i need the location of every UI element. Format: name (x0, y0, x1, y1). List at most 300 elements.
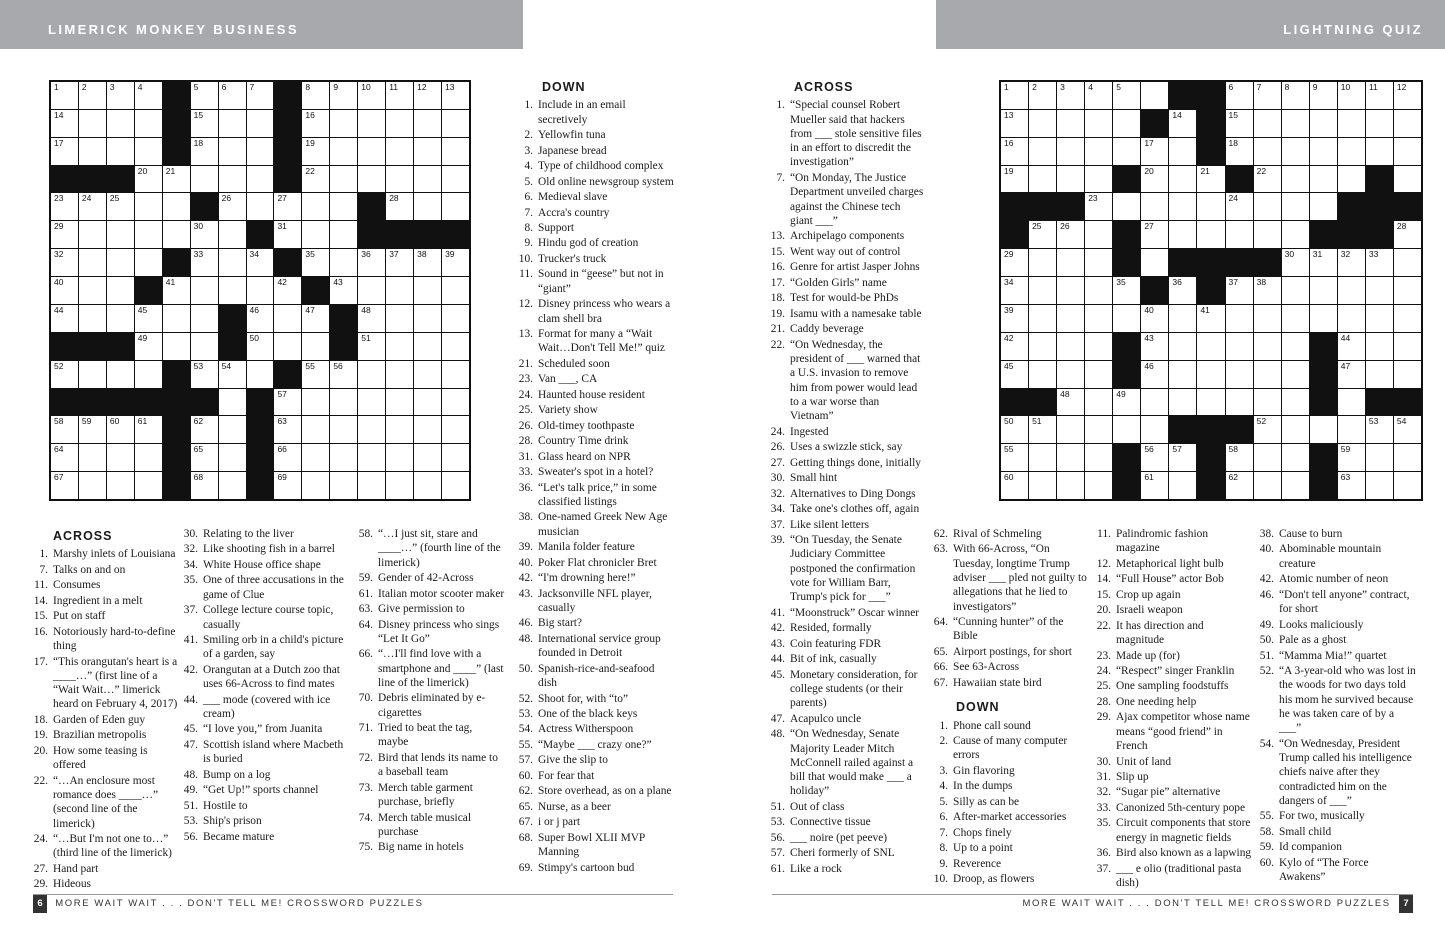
grid-cell[interactable] (442, 361, 469, 388)
grid-cell[interactable] (51, 472, 78, 499)
grid-cell[interactable] (163, 166, 190, 193)
grid-cell[interactable] (442, 416, 469, 443)
grid-cell[interactable] (79, 82, 106, 109)
grid-cell[interactable] (1366, 249, 1393, 276)
grid-cell[interactable] (330, 416, 357, 443)
grid-cell[interactable] (358, 416, 385, 443)
grid-cell[interactable] (1085, 110, 1112, 137)
grid-cell[interactable] (1141, 82, 1168, 109)
grid-cell[interactable] (414, 138, 441, 165)
grid-cell[interactable] (302, 166, 329, 193)
grid-cell[interactable] (191, 138, 218, 165)
grid-cell[interactable] (1029, 472, 1056, 499)
grid-cell[interactable] (79, 110, 106, 137)
grid-cell[interactable] (107, 277, 134, 304)
grid-cell[interactable] (163, 333, 190, 360)
grid-cell[interactable] (414, 361, 441, 388)
grid-cell[interactable] (51, 444, 78, 471)
grid-cell[interactable] (1169, 277, 1196, 304)
grid-cell[interactable] (1057, 110, 1084, 137)
grid-cell[interactable] (219, 249, 246, 276)
grid-cell[interactable] (51, 305, 78, 332)
grid-cell[interactable] (1085, 389, 1112, 416)
grid-cell[interactable] (135, 138, 162, 165)
grid-cell[interactable] (1085, 416, 1112, 443)
grid-cell[interactable] (1338, 389, 1365, 416)
crossword-grid-left[interactable] (49, 80, 471, 501)
grid-cell[interactable] (191, 361, 218, 388)
grid-cell[interactable] (135, 110, 162, 137)
grid-cell[interactable] (1366, 138, 1393, 165)
grid-cell[interactable] (1226, 82, 1253, 109)
grid-cell[interactable] (442, 472, 469, 499)
grid-cell[interactable] (1001, 333, 1028, 360)
grid-cell[interactable] (219, 82, 246, 109)
grid-cell[interactable] (247, 333, 274, 360)
grid-cell[interactable] (1226, 444, 1253, 471)
grid-cell[interactable] (1169, 389, 1196, 416)
grid-cell[interactable] (1226, 193, 1253, 220)
grid-cell[interactable] (1141, 333, 1168, 360)
grid-cell[interactable] (1394, 221, 1421, 248)
grid-cell[interactable] (1338, 416, 1365, 443)
grid-cell[interactable] (386, 444, 413, 471)
grid-cell[interactable] (1310, 193, 1337, 220)
grid-cell[interactable] (1085, 138, 1112, 165)
grid-cell[interactable] (1338, 444, 1365, 471)
grid-cell[interactable] (247, 361, 274, 388)
grid-cell[interactable] (1001, 277, 1028, 304)
grid-cell[interactable] (442, 193, 469, 220)
grid-cell[interactable] (1366, 361, 1393, 388)
grid-cell[interactable] (1001, 472, 1028, 499)
grid-cell[interactable] (330, 166, 357, 193)
grid-cell[interactable] (274, 221, 301, 248)
grid-cell[interactable] (386, 277, 413, 304)
grid-cell[interactable] (135, 444, 162, 471)
grid-cell[interactable] (302, 472, 329, 499)
grid-cell[interactable] (330, 193, 357, 220)
grid-cell[interactable] (1394, 444, 1421, 471)
grid-cell[interactable] (1085, 166, 1112, 193)
grid-cell[interactable] (1169, 193, 1196, 220)
grid-cell[interactable] (330, 472, 357, 499)
grid-cell[interactable] (1141, 138, 1168, 165)
grid-cell[interactable] (1057, 416, 1084, 443)
grid-cell[interactable] (386, 166, 413, 193)
grid-cell[interactable] (191, 416, 218, 443)
grid-cell[interactable] (1366, 472, 1393, 499)
grid-cell[interactable] (1254, 333, 1281, 360)
grid-cell[interactable] (1338, 249, 1365, 276)
grid-cell[interactable] (1001, 305, 1028, 332)
grid-cell[interactable] (1057, 277, 1084, 304)
grid-cell[interactable] (247, 277, 274, 304)
grid-cell[interactable] (302, 444, 329, 471)
grid-cell[interactable] (1029, 416, 1056, 443)
grid-cell[interactable] (191, 333, 218, 360)
grid-cell[interactable] (302, 221, 329, 248)
grid-cell[interactable] (442, 277, 469, 304)
grid-cell[interactable] (219, 110, 246, 137)
grid-cell[interactable] (1141, 305, 1168, 332)
grid-cell[interactable] (79, 305, 106, 332)
grid-cell[interactable] (1169, 138, 1196, 165)
grid-cell[interactable] (1001, 416, 1028, 443)
grid-cell[interactable] (1254, 444, 1281, 471)
grid-cell[interactable] (107, 221, 134, 248)
grid-cell[interactable] (386, 82, 413, 109)
grid-cell[interactable] (414, 472, 441, 499)
grid-cell[interactable] (1338, 305, 1365, 332)
grid-cell[interactable] (330, 361, 357, 388)
grid-cell[interactable] (1226, 361, 1253, 388)
grid-cell[interactable] (1169, 305, 1196, 332)
grid-cell[interactable] (163, 305, 190, 332)
grid-cell[interactable] (1282, 361, 1309, 388)
grid-cell[interactable] (386, 138, 413, 165)
grid-cell[interactable] (135, 166, 162, 193)
grid-cell[interactable] (1001, 138, 1028, 165)
grid-cell[interactable] (1254, 305, 1281, 332)
grid-cell[interactable] (219, 444, 246, 471)
grid-cell[interactable] (1197, 221, 1224, 248)
grid-cell[interactable] (274, 277, 301, 304)
crossword-grid-right[interactable] (999, 80, 1423, 501)
grid-cell[interactable] (1113, 389, 1140, 416)
grid-cell[interactable] (1282, 82, 1309, 109)
grid-cell[interactable] (219, 416, 246, 443)
grid-cell[interactable] (1085, 361, 1112, 388)
grid-cell[interactable] (442, 82, 469, 109)
grid-cell[interactable] (135, 333, 162, 360)
grid-cell[interactable] (1113, 82, 1140, 109)
grid-cell[interactable] (1113, 416, 1140, 443)
grid-cell[interactable] (1141, 221, 1168, 248)
grid-cell[interactable] (302, 305, 329, 332)
grid-cell[interactable] (414, 389, 441, 416)
grid-cell[interactable] (302, 193, 329, 220)
grid-cell[interactable] (1169, 472, 1196, 499)
grid-cell[interactable] (247, 193, 274, 220)
grid-cell[interactable] (1113, 305, 1140, 332)
grid-cell[interactable] (1226, 333, 1253, 360)
grid-cell[interactable] (247, 82, 274, 109)
grid-cell[interactable] (358, 472, 385, 499)
grid-cell[interactable] (1085, 305, 1112, 332)
grid-cell[interactable] (386, 193, 413, 220)
grid-cell[interactable] (1254, 138, 1281, 165)
grid-cell[interactable] (191, 221, 218, 248)
grid-cell[interactable] (219, 221, 246, 248)
grid-cell[interactable] (414, 277, 441, 304)
grid-cell[interactable] (1310, 249, 1337, 276)
grid-cell[interactable] (386, 249, 413, 276)
grid-cell[interactable] (1085, 444, 1112, 471)
grid-cell[interactable] (191, 110, 218, 137)
grid-cell[interactable] (414, 416, 441, 443)
grid-cell[interactable] (1029, 110, 1056, 137)
grid-cell[interactable] (386, 389, 413, 416)
grid-cell[interactable] (302, 82, 329, 109)
grid-cell[interactable] (1338, 333, 1365, 360)
grid-cell[interactable] (191, 305, 218, 332)
grid-cell[interactable] (274, 333, 301, 360)
grid-cell[interactable] (1197, 361, 1224, 388)
grid-cell[interactable] (1057, 221, 1084, 248)
grid-cell[interactable] (302, 110, 329, 137)
grid-cell[interactable] (1254, 472, 1281, 499)
grid-cell[interactable] (414, 193, 441, 220)
grid-cell[interactable] (442, 249, 469, 276)
grid-cell[interactable] (1394, 110, 1421, 137)
grid-cell[interactable] (1282, 444, 1309, 471)
grid-cell[interactable] (1029, 277, 1056, 304)
grid-cell[interactable] (1169, 166, 1196, 193)
grid-cell[interactable] (1338, 166, 1365, 193)
grid-cell[interactable] (1282, 138, 1309, 165)
grid-cell[interactable] (107, 82, 134, 109)
grid-cell[interactable] (1394, 82, 1421, 109)
grid-cell[interactable] (107, 305, 134, 332)
grid-cell[interactable] (414, 82, 441, 109)
grid-cell[interactable] (51, 416, 78, 443)
grid-cell[interactable] (386, 416, 413, 443)
grid-cell[interactable] (1085, 277, 1112, 304)
grid-cell[interactable] (1338, 138, 1365, 165)
grid-cell[interactable] (107, 361, 134, 388)
grid-cell[interactable] (247, 110, 274, 137)
grid-cell[interactable] (51, 193, 78, 220)
grid-cell[interactable] (358, 444, 385, 471)
grid-cell[interactable] (274, 193, 301, 220)
grid-cell[interactable] (1394, 333, 1421, 360)
grid-cell[interactable] (107, 416, 134, 443)
grid-cell[interactable] (1029, 82, 1056, 109)
grid-cell[interactable] (79, 472, 106, 499)
grid-cell[interactable] (1226, 110, 1253, 137)
grid-cell[interactable] (1310, 277, 1337, 304)
grid-cell[interactable] (191, 277, 218, 304)
grid-cell[interactable] (1029, 249, 1056, 276)
grid-cell[interactable] (1001, 166, 1028, 193)
grid-cell[interactable] (247, 138, 274, 165)
grid-cell[interactable] (442, 138, 469, 165)
grid-cell[interactable] (1057, 361, 1084, 388)
grid-cell[interactable] (1282, 416, 1309, 443)
grid-cell[interactable] (302, 389, 329, 416)
grid-cell[interactable] (219, 277, 246, 304)
grid-cell[interactable] (79, 416, 106, 443)
grid-cell[interactable] (219, 389, 246, 416)
grid-cell[interactable] (51, 277, 78, 304)
grid-cell[interactable] (1169, 361, 1196, 388)
grid-cell[interactable] (79, 444, 106, 471)
grid-cell[interactable] (1001, 249, 1028, 276)
grid-cell[interactable] (1029, 361, 1056, 388)
grid-cell[interactable] (1254, 193, 1281, 220)
grid-cell[interactable] (1366, 305, 1393, 332)
grid-cell[interactable] (1366, 277, 1393, 304)
grid-cell[interactable] (247, 305, 274, 332)
grid-cell[interactable] (358, 249, 385, 276)
grid-cell[interactable] (1057, 444, 1084, 471)
grid-cell[interactable] (1366, 333, 1393, 360)
grid-cell[interactable] (247, 249, 274, 276)
grid-cell[interactable] (1029, 138, 1056, 165)
grid-cell[interactable] (414, 110, 441, 137)
grid-cell[interactable] (358, 138, 385, 165)
grid-cell[interactable] (1197, 389, 1224, 416)
grid-cell[interactable] (1113, 138, 1140, 165)
grid-cell[interactable] (414, 333, 441, 360)
grid-cell[interactable] (191, 472, 218, 499)
grid-cell[interactable] (135, 416, 162, 443)
grid-cell[interactable] (414, 305, 441, 332)
grid-cell[interactable] (1282, 277, 1309, 304)
grid-cell[interactable] (358, 82, 385, 109)
grid-cell[interactable] (414, 444, 441, 471)
grid-cell[interactable] (1001, 82, 1028, 109)
grid-cell[interactable] (414, 166, 441, 193)
grid-cell[interactable] (1282, 221, 1309, 248)
grid-cell[interactable] (1254, 166, 1281, 193)
grid-cell[interactable] (1282, 305, 1309, 332)
grid-cell[interactable] (386, 110, 413, 137)
grid-cell[interactable] (1226, 221, 1253, 248)
grid-cell[interactable] (1113, 193, 1140, 220)
grid-cell[interactable] (79, 361, 106, 388)
grid-cell[interactable] (302, 333, 329, 360)
grid-cell[interactable] (51, 361, 78, 388)
grid-cell[interactable] (135, 221, 162, 248)
grid-cell[interactable] (135, 361, 162, 388)
grid-cell[interactable] (107, 110, 134, 137)
grid-cell[interactable] (358, 333, 385, 360)
grid-cell[interactable] (414, 249, 441, 276)
grid-cell[interactable] (191, 82, 218, 109)
grid-cell[interactable] (135, 193, 162, 220)
grid-cell[interactable] (1338, 472, 1365, 499)
grid-cell[interactable] (1226, 389, 1253, 416)
grid-cell[interactable] (1338, 361, 1365, 388)
grid-cell[interactable] (1394, 305, 1421, 332)
grid-cell[interactable] (247, 166, 274, 193)
grid-cell[interactable] (191, 166, 218, 193)
grid-cell[interactable] (219, 166, 246, 193)
grid-cell[interactable] (330, 389, 357, 416)
grid-cell[interactable] (51, 221, 78, 248)
grid-cell[interactable] (219, 138, 246, 165)
grid-cell[interactable] (1169, 221, 1196, 248)
grid-cell[interactable] (79, 249, 106, 276)
grid-cell[interactable] (1366, 82, 1393, 109)
grid-cell[interactable] (1029, 305, 1056, 332)
grid-cell[interactable] (1141, 389, 1168, 416)
grid-cell[interactable] (330, 444, 357, 471)
grid-cell[interactable] (274, 416, 301, 443)
grid-cell[interactable] (1029, 166, 1056, 193)
grid-cell[interactable] (386, 472, 413, 499)
grid-cell[interactable] (302, 249, 329, 276)
grid-cell[interactable] (1282, 249, 1309, 276)
grid-cell[interactable] (386, 361, 413, 388)
grid-cell[interactable] (1197, 305, 1224, 332)
grid-cell[interactable] (1057, 138, 1084, 165)
grid-cell[interactable] (1001, 361, 1028, 388)
grid-cell[interactable] (1310, 305, 1337, 332)
grid-cell[interactable] (1310, 82, 1337, 109)
grid-cell[interactable] (358, 277, 385, 304)
grid-cell[interactable] (1394, 166, 1421, 193)
grid-cell[interactable] (442, 389, 469, 416)
grid-cell[interactable] (1057, 305, 1084, 332)
grid-cell[interactable] (1197, 166, 1224, 193)
grid-cell[interactable] (1141, 166, 1168, 193)
grid-cell[interactable] (1169, 110, 1196, 137)
grid-cell[interactable] (330, 110, 357, 137)
grid-cell[interactable] (1085, 472, 1112, 499)
grid-cell[interactable] (1057, 249, 1084, 276)
grid-cell[interactable] (1057, 166, 1084, 193)
grid-cell[interactable] (191, 249, 218, 276)
grid-cell[interactable] (1394, 416, 1421, 443)
grid-cell[interactable] (1141, 361, 1168, 388)
grid-cell[interactable] (1226, 472, 1253, 499)
grid-cell[interactable] (330, 82, 357, 109)
grid-cell[interactable] (330, 277, 357, 304)
grid-cell[interactable] (1310, 110, 1337, 137)
grid-cell[interactable] (191, 444, 218, 471)
grid-cell[interactable] (442, 305, 469, 332)
grid-cell[interactable] (442, 333, 469, 360)
grid-cell[interactable] (1057, 333, 1084, 360)
grid-cell[interactable] (107, 193, 134, 220)
grid-cell[interactable] (358, 305, 385, 332)
grid-cell[interactable] (1057, 472, 1084, 499)
grid-cell[interactable] (1282, 472, 1309, 499)
grid-cell[interactable] (1254, 416, 1281, 443)
grid-cell[interactable] (1394, 361, 1421, 388)
grid-cell[interactable] (135, 82, 162, 109)
grid-cell[interactable] (330, 138, 357, 165)
grid-cell[interactable] (79, 138, 106, 165)
grid-cell[interactable] (219, 472, 246, 499)
grid-cell[interactable] (1057, 389, 1084, 416)
grid-cell[interactable] (1001, 444, 1028, 471)
grid-cell[interactable] (1029, 333, 1056, 360)
grid-cell[interactable] (79, 193, 106, 220)
grid-cell[interactable] (1085, 249, 1112, 276)
grid-cell[interactable] (51, 249, 78, 276)
grid-cell[interactable] (1338, 110, 1365, 137)
grid-cell[interactable] (1113, 110, 1140, 137)
grid-cell[interactable] (1254, 361, 1281, 388)
grid-cell[interactable] (1085, 193, 1112, 220)
grid-cell[interactable] (135, 472, 162, 499)
grid-cell[interactable] (219, 361, 246, 388)
grid-cell[interactable] (1310, 416, 1337, 443)
grid-cell[interactable] (1113, 277, 1140, 304)
grid-cell[interactable] (442, 166, 469, 193)
grid-cell[interactable] (1057, 82, 1084, 109)
grid-cell[interactable] (1141, 416, 1168, 443)
grid-cell[interactable] (51, 110, 78, 137)
grid-cell[interactable] (330, 249, 357, 276)
grid-cell[interactable] (274, 305, 301, 332)
grid-cell[interactable] (107, 472, 134, 499)
grid-cell[interactable] (1226, 138, 1253, 165)
